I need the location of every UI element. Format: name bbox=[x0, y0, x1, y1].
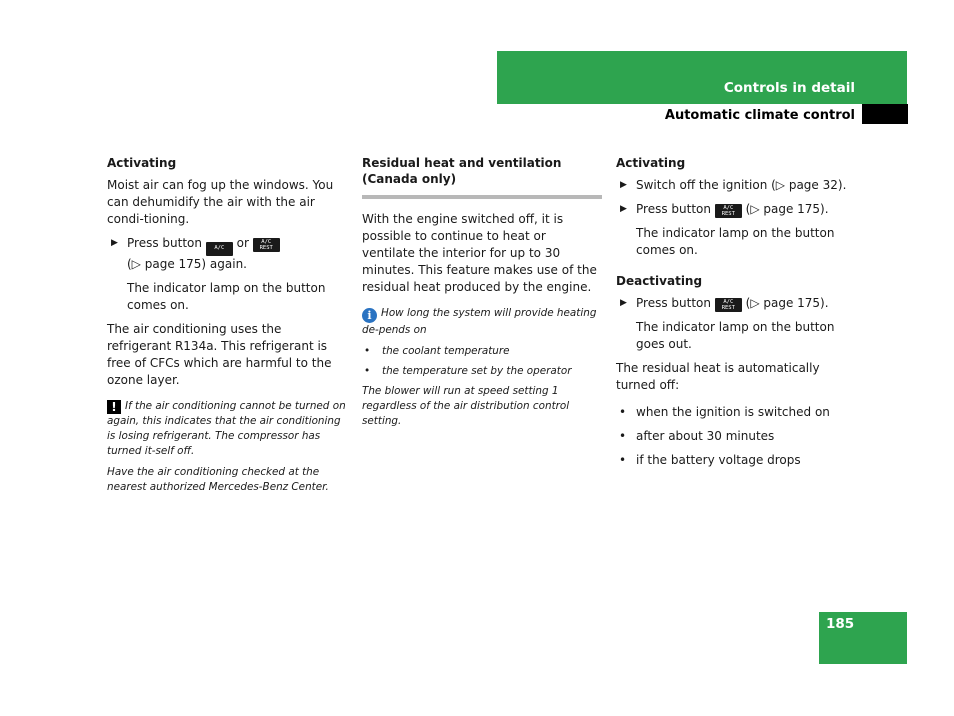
info-bullet-text: the coolant temperature bbox=[382, 345, 510, 357]
column-activating-ac bbox=[107, 155, 347, 501]
column-residual-heat bbox=[362, 155, 602, 435]
step-result: The indicator lamp on the button comes on. bbox=[636, 226, 835, 257]
auto-off-bullet bbox=[616, 452, 856, 469]
bullet-icon: • bbox=[364, 345, 371, 357]
auto-off-bullet bbox=[616, 428, 856, 445]
header-band bbox=[497, 51, 907, 104]
step-marker-icon: ▶ bbox=[620, 298, 627, 308]
step-press-rest-button bbox=[616, 201, 856, 218]
column-residual-controls bbox=[616, 155, 856, 476]
info-icon: i bbox=[362, 308, 377, 323]
refrigerant-text: The air conditioning uses the refrigerant R134a. This refrigerant is free of CFCs which are harmful to the ozone layer. bbox=[107, 322, 332, 387]
ac-button-icon: A/C bbox=[206, 242, 233, 256]
warning-note bbox=[107, 399, 347, 459]
bullet-icon: • bbox=[364, 365, 371, 377]
bullet-icon: • bbox=[619, 429, 627, 443]
step-result: The indicator lamp on the button comes on. bbox=[127, 281, 326, 312]
ac-rest-button-icon bbox=[715, 298, 742, 312]
intro-text: Moist air can fog up the windows. You can dehumidify the air with the air condi-tioning. bbox=[107, 178, 334, 226]
btn-bottom-label: REST bbox=[721, 211, 735, 217]
bullet-text: if the battery voltage drops bbox=[636, 453, 801, 467]
btn-bottom-label: REST bbox=[259, 245, 273, 251]
heading-residual-heat bbox=[362, 155, 602, 187]
bullet-icon: • bbox=[619, 405, 627, 419]
bullet-icon: • bbox=[619, 453, 627, 467]
heading-activating: Activating bbox=[107, 156, 177, 170]
step-text: Switch off the ignition (▷ page 32). bbox=[636, 178, 847, 192]
bullet-text: after about 30 minutes bbox=[636, 429, 775, 443]
step-press-rest-button-off bbox=[616, 295, 856, 312]
page-number: 185 bbox=[826, 616, 855, 632]
step-or: or bbox=[236, 236, 249, 250]
btn-top-label: A/C bbox=[723, 205, 734, 211]
step-text: Press button bbox=[636, 296, 711, 310]
info-note bbox=[362, 306, 602, 338]
step-switch-off-ignition bbox=[616, 177, 856, 194]
ac-rest-button-icon bbox=[253, 238, 280, 252]
step-page-ref: (▷ page 175) again. bbox=[127, 257, 247, 271]
heading-line-2: (Canada only) bbox=[362, 172, 457, 186]
step-page-ref: (▷ page 175). bbox=[745, 296, 829, 310]
step-marker-icon: ▶ bbox=[620, 180, 627, 190]
step-page-ref: (▷ page 175). bbox=[745, 202, 829, 216]
info-bullet bbox=[362, 344, 602, 359]
heading-deactivating: Deactivating bbox=[616, 274, 703, 288]
auto-off-bullet bbox=[616, 404, 856, 421]
info-footer: The blower will run at speed setting 1 regardless of the air distribution control setting. bbox=[362, 385, 570, 427]
warning-text: If the air conditioning cannot be turned on again, this indicates that the air conditioning is losing refrigerant. The compressor has turned it-self off. bbox=[107, 400, 346, 457]
warning-note-2: Have the air conditioning checked at the nearest authorized Mercedes-Benz Center. bbox=[107, 466, 329, 493]
step-text: Press button bbox=[127, 236, 202, 250]
btn-bottom-label: REST bbox=[721, 305, 735, 311]
heading-line-1: Residual heat and ventilation bbox=[362, 156, 562, 170]
auto-off-text: The residual heat is automatically turned off: bbox=[616, 361, 820, 392]
chapter-tab bbox=[862, 104, 908, 124]
step-marker-icon: ▶ bbox=[620, 204, 627, 214]
info-text: How long the system will provide heating de-pends on bbox=[362, 307, 597, 336]
ac-rest-button-icon bbox=[715, 204, 742, 218]
step-text: Press button bbox=[636, 202, 711, 216]
info-bullet bbox=[362, 364, 602, 379]
residual-body: With the engine switched off, it is possible to continue to heat or ventilate the interior for up to 30 minutes. This feature makes use of the residual heat produced by the engine. bbox=[362, 212, 597, 294]
warning-icon: ! bbox=[107, 400, 121, 414]
heading-rule bbox=[362, 195, 602, 199]
subsection-title: Automatic climate control bbox=[664, 108, 855, 123]
step-result: The indicator lamp on the button goes out. bbox=[636, 320, 835, 351]
btn-top-label: A/C bbox=[723, 299, 734, 305]
section-title: Controls in detail bbox=[723, 80, 855, 96]
btn-top-label: A/C bbox=[261, 239, 272, 245]
bullet-text: when the ignition is switched on bbox=[636, 405, 830, 419]
step-press-button bbox=[107, 235, 347, 273]
step-marker-icon: ▶ bbox=[111, 238, 118, 248]
info-bullet-text: the temperature set by the operator bbox=[382, 365, 572, 377]
heading-activating-residual: Activating bbox=[616, 156, 686, 170]
